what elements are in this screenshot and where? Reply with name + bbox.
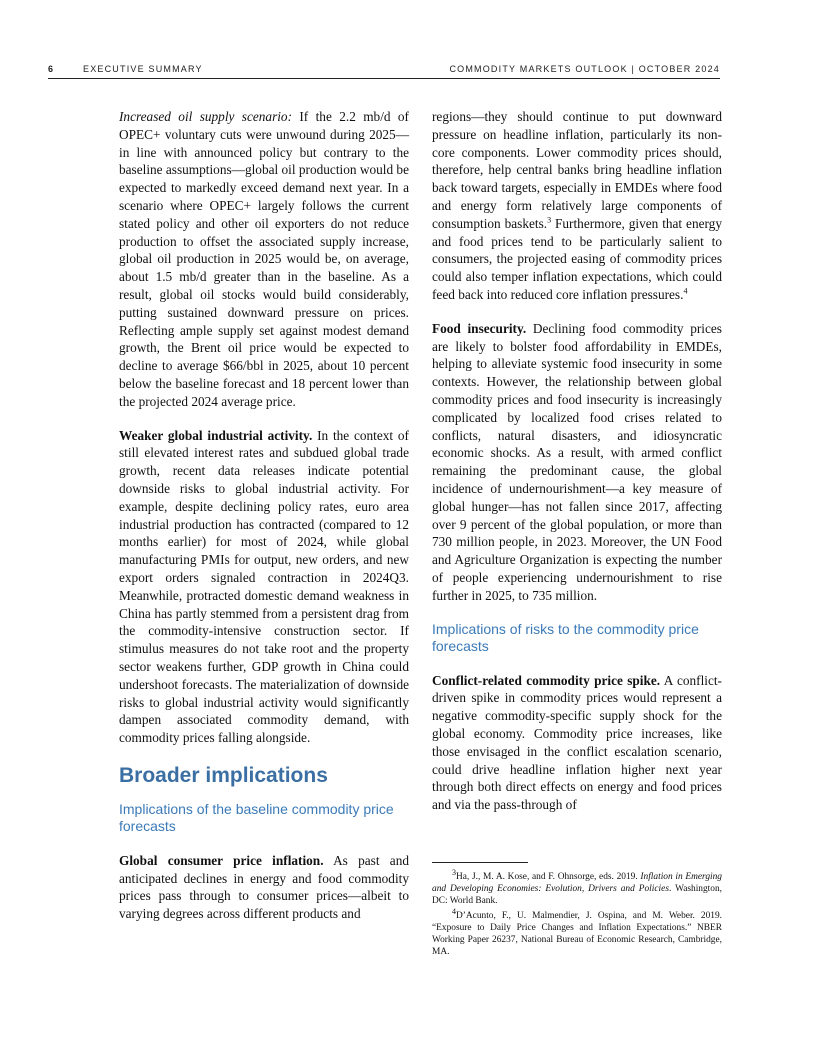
footnote-number: 3	[452, 867, 456, 877]
paragraph-body: Declining food commodity prices are likely to bolster food affordability in EMDEs, helping to alleviate systemic food insecurity in some contexts. However, the relationship between global commodity prices and food insecurity is increasingly complicated by localized food crises related to conflicts, natural disasters, and idiosyncratic economic shocks. As a result, with armed conflict remaining the predominant cause, the global incidence of undernourishment—a key measure of global hunger—has not fallen since 2017, affecting over 9 percent of the global population, or more than 730 million people, in 2023. Moreover, the UN Food and Agriculture Organization is expecting the number of people experiencing undernourishment to rise further in 2025, to 735 million.	[432, 320, 722, 603]
footnote-title: Inflation in Emerging and Developing Economies: Evolution, Drivers and Policies	[432, 872, 722, 895]
paragraph-body: As past and anticipated declines in energy and food commodity prices pass through to consumer prices—albeit to varying degrees across different products and	[119, 852, 409, 922]
paragraph-body: In the context of still elevated interest rates and subdued global trade growth, recent data releases indicate potential downside risks to global industrial activity. For example, despite declining policy rates, euro area industrial production has contracted (compared to 12 months earlier) for most of 2024, while global manufacturing PMIs for output, new orders, and new export orders signaled contraction in 2024Q3. Meanwhile, protracted domestic demand weakness in China has partly stemmed from a persistent drag from the commodity-intensive construction sector. If stimulus measures do not take root and the property sector weakens further, GDP growth in China could undershoot forecasts. The materialization of downside risks to global industrial activity would significantly dampen associated commodity demand, with commodity prices falling alongside.	[119, 427, 409, 746]
paragraph-lead: Conflict-related commodity price spike.	[432, 672, 661, 688]
paragraph-industrial-activity	[119, 427, 409, 747]
section-heading: Broader implications	[119, 763, 328, 787]
paragraph-lead: Increased oil supply scenario:	[119, 109, 293, 124]
paragraph-consumer-inflation	[119, 852, 409, 923]
right-column	[432, 108, 722, 830]
subheading-risks: Implications of risks to the commodity price forecasts	[432, 620, 699, 655]
paragraph-lead: Food insecurity.	[432, 320, 527, 336]
paragraph-lead: Weaker global industrial activity.	[119, 427, 313, 443]
paragraph-body: A conflict-driven spike in commodity prices would represent a negative commodity-specific supply shock for the global economy. Commodity price increases, like those envisaged in the conflict escalation scenario, could drive headline inflation higher next year through both direct effects on energy and food prices and via the pass-through of	[432, 672, 722, 813]
footnote-ref: 4	[683, 286, 688, 296]
section-label: EXECUTIVE SUMMARY	[83, 64, 203, 74]
footnote: $^4$D’Acunto, F., U. Malmendier, J. Ospina, and M. Weber. 2019. “Exposure to Daily Price Changes and Inflation Expectations.” NBER Working Paper 26237, National Bureau of Economic Research, Cambridge, MA.	[432, 906, 722, 958]
subheading-baseline: Implications of the baseline commodity price forecasts	[119, 800, 394, 835]
paragraph-inflation-continued	[432, 108, 722, 304]
running-header	[48, 64, 720, 79]
publication-label: COMMODITY MARKETS OUTLOOK | OCTOBER 2024	[449, 64, 720, 74]
footnote: $^3$Ha, J., M. A. Kose, and F. Ohnsorge, eds. 2019. Inflation in Emerging and Developing Economies: Evolution, Drivers and Policies. Washington, DC: World Bank.	[432, 867, 722, 907]
footnote-rule	[432, 862, 528, 863]
paragraph-body: If the 2.2 mb/d of OPEC+ voluntary cuts were unwound during 2025—in line with announced policy but contrary to the baseline assumptions—global oil production would be expected to markedly exceed demand next year. In a scenario where OPEC+ largely follows the current stated policy and other oil exporters do not reduce production to offset the associated supply increase, global oil production in 2025 would be, on average, about 1.5 mb/​d greater than in the baseline. As a result, global oil stocks would build considerably, putting sustained downward pressure on prices. Reflecting ample supply set against modest demand growth, the Brent oil price would be expected to decline to average $66/bbl in 2025, about 10 percent below the baseline forecast and 18 percent lower than the projected 2024 average price.	[119, 109, 409, 409]
footnotes	[432, 862, 722, 960]
paragraph-body: regions—they should continue to put downward pressure on headline inflation, particularly its non-core components. Lower commodity prices should, therefore, help central banks bring headline inflation back toward targets, especially in EMDEs where food and energy form relatively large components of consumption baskets.	[432, 109, 722, 231]
left-column	[119, 108, 409, 939]
paragraph-food-insecurity	[432, 320, 722, 605]
paragraph-conflict-price-spike	[432, 672, 722, 814]
paragraph-oil-supply-scenario	[119, 108, 409, 411]
footnote-ref: 3	[547, 215, 552, 225]
footnote-number: 4	[452, 906, 456, 916]
page-number: 6	[48, 64, 54, 74]
paragraph-lead: Global consumer price inflation.	[119, 852, 324, 868]
paragraph-body: Furthermore, given that energy and food prices tend to be particularly salient to consumers, the projected easing of commodity prices could also temper inflation expectations, which could feed back into reduced core inflation pressures.	[432, 215, 722, 302]
